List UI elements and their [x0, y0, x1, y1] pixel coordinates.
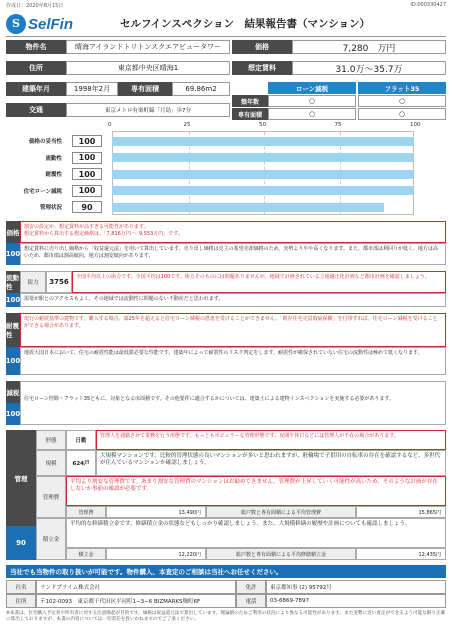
report-title: セルフインスペクション 結果報告書（マンション） [120, 18, 371, 30]
price-note: 想定賃料に売り出し価格から「収益還元法」を用いて算出しています。売り出し価格は売主の希望売却価格のため、実勢よりやや高くなります。また、都市部は利回りが低く、地方は高いため、都市部は割高傾向、地方は割安傾向があります。 [20, 243, 446, 265]
mgmt-score: 90 [6, 526, 36, 560]
category-label: 耐震性 [45, 172, 62, 178]
rent-label: 想定賃料 [232, 61, 292, 75]
disclaimer: ※本書は、住宅購入予定者や所有者に対する注意喚起が目的です。価格は収益還元法で算出しています。理論値のためご利用の状況により異なる可能性があります。また実勢に近い査定ができるよう可能な限り正確に算出しておりますが、本書の内容については一切責任を負いかねますのでご了承ください。 [6, 611, 446, 623]
top-line [6, 2, 446, 11]
liquidity-note: 需要が駅とのアクセスもよく、その地域では流動性に問題のない不動産だと思われます。 [20, 293, 446, 307]
form-value: 日勤 [66, 430, 96, 450]
score-value: 90 [72, 201, 102, 213]
fee-key: 管理費 [66, 506, 106, 518]
price-label: 価格 [232, 40, 292, 54]
logo-mark-icon: S [6, 14, 26, 34]
category-label: 住宅ローン減税 [23, 188, 62, 195]
form-warning: 管理人を通勤させて業務を行う形態です。もっともポピュラーな管理形態です。夜間や休日などには管理人が不在の場合があります。 [96, 430, 446, 450]
address-value: 東京都中央区晴海1 [66, 61, 230, 75]
score-bar [112, 186, 414, 195]
town-power-value: 3756 [46, 271, 72, 293]
selfin-logo [6, 12, 92, 36]
company-name: ランドプライム株式会社 [36, 580, 236, 594]
reserve-key: 積立金 [66, 548, 106, 560]
loan-age-result: ○ [268, 95, 356, 107]
loan-tax-header: ローン減税 [268, 82, 356, 94]
built-label: 建築年月 [6, 82, 66, 96]
town-power-label: 街力 [20, 271, 46, 293]
avg-reserve-value: 12,435円 [356, 548, 446, 560]
tax-section-label: 減税 [6, 381, 20, 403]
area-label: 専有面積 [118, 82, 172, 96]
x-tick-label: 100 [410, 122, 421, 128]
mgmt-section-label: 管理 [6, 430, 36, 526]
score-value: 100 [72, 168, 102, 180]
fee-warning: 平均より割安な管理費です。あまり割安な管理費のマンションはお勧めできません。管理費が上昇していく可能性が高いため、そのような計画が存在しないか事前の確認が必要です。 [66, 476, 446, 506]
name-label: 物件名 [6, 40, 66, 54]
address-label: 住所 [6, 61, 66, 75]
quake-score: 100 [6, 347, 20, 375]
logo-text: SelFin [28, 16, 74, 33]
liquidity-warning: 全国平均以上の街力です。全国平均は100です。街力そのものには問題ありませんが、地域で計画されている立地適正化計画など都市計画を確認しましょう。 [72, 271, 446, 293]
license-label: 免許 [236, 580, 266, 594]
created-date: 作成日：2020年8月15日 [6, 3, 64, 9]
reserve-label: 積立金 [36, 518, 66, 560]
liquidity-section-label: 流動性 [6, 271, 20, 293]
flat35-header: フラット35 [358, 82, 446, 94]
quake-note: 地震大国日本において、住宅の耐震性能は最低限必要な性能です。建築年によって耐震性のリスク判定をします。耐震性が確保されていない住宅の流動性は極めて低くなります。 [20, 347, 446, 375]
x-tick-label: 50 [259, 122, 266, 128]
score-bar [112, 137, 414, 146]
score-value: 100 [72, 185, 102, 197]
quake-warning: 現行の耐震基準の建物です。購入する場合、築25年を超えると住宅ローン減税の恩恵を受けることができません。「既存住宅売買瑕疵保険」を付帯すれば、住宅ローン減税を受けることができる場合があります。 [20, 313, 446, 347]
area-value: 69.86m2 [172, 82, 230, 96]
avg-fee-value: 15,865円 [356, 506, 446, 518]
property-name: 晴海アイランドトリトンスクエアビュータワー [66, 40, 230, 54]
price-score: 100 [6, 243, 20, 265]
flat-area-result: ○ [358, 108, 446, 120]
avg-reserve-key: 総戸数と専有面積による平均修繕積立金 [206, 548, 356, 560]
traffic-label: 交通 [6, 103, 66, 117]
flat-age-result: ○ [358, 95, 446, 107]
contact-banner: 当社でも当物件の取り扱いが可能です。物件購入、本査定のご相談は当社へお任せください。 [6, 565, 446, 578]
category-label: 価格の妥当性 [28, 139, 62, 145]
footer-address-label: 住所 [6, 594, 36, 608]
score-bar [112, 203, 384, 212]
reserve-value: 12,220円 [106, 548, 206, 560]
document-id: ID:000330427 [410, 2, 446, 8]
score-value: 100 [72, 135, 102, 147]
score-bar [112, 170, 414, 179]
tel-label: 電話 [236, 594, 266, 608]
fee-label: 管理費 [36, 476, 66, 518]
price-value: 7,280 万円 [292, 40, 446, 54]
score-chart [6, 121, 446, 217]
score-bar [112, 153, 414, 162]
category-label: 流動性 [45, 155, 62, 162]
area-row-label: 専有面積 [232, 108, 268, 120]
scale-note: 大規模マンションです。比較的管理状態の良いマンションが多いと思われますが、駐輪場で子供用の自転車の存在を確認するなど、多世代が住んでいるマンションか確認しましょう。 [96, 450, 446, 476]
category-label: 管理状況 [39, 205, 62, 211]
scale-label: 規模 [36, 450, 66, 476]
loan-area-result: ○ [268, 108, 356, 120]
built-value: 1998年2月 [66, 82, 118, 96]
quake-section-label: 耐震性 [6, 313, 20, 347]
x-tick-label: 75 [334, 122, 342, 128]
x-tick-label: 25 [183, 122, 191, 128]
fee-value: 13,490円 [106, 506, 206, 518]
tel-value: 03-6869-7897 [266, 594, 446, 608]
header-divider [6, 36, 446, 37]
price-warning: 割安の設定か、想定賃料が高すぎる可能性があります。 想定賃料から算出する想定価格は、「7,816万円 〜 9,553万円」です。 [20, 221, 446, 243]
scale-value: 624戸 [66, 450, 96, 476]
form-label: 形態 [36, 430, 66, 450]
avg-fee-key: 総戸数と専有面積による平均管理費 [206, 506, 356, 518]
rent-value: 31.0万〜35.7万 [292, 61, 446, 75]
liquidity-score: 100 [6, 293, 20, 307]
company-label: 社名 [6, 580, 36, 594]
traffic-value: 東京メトロ有楽町線「月島」歩7分 [66, 103, 230, 117]
tax-score: 100 [6, 403, 20, 425]
license-value: 東京都知事 (2) 95792号 [266, 580, 446, 594]
score-value: 100 [72, 152, 102, 164]
age-row-label: 築年数 [232, 95, 268, 107]
reserve-note: 平均的な修繕積立金です。修繕積立金の状態などもしっかり確認しましょう。また、大規模修繕の履歴や計画についても確認しましょう。 [66, 518, 446, 548]
tax-note: 住宅ローン控除・フラット35ともに、対象となる床面積です。その他要件に適合するかについては、建築士による建物インスペクションを実施する必要があります。 [20, 381, 446, 425]
x-tick-label: 0 [108, 122, 112, 128]
price-section-label: 価格 [6, 221, 20, 243]
footer-address: 〒102-0093 東京都千代田区平河町1−3−6 BIZMARKS麹町6F [36, 594, 236, 608]
